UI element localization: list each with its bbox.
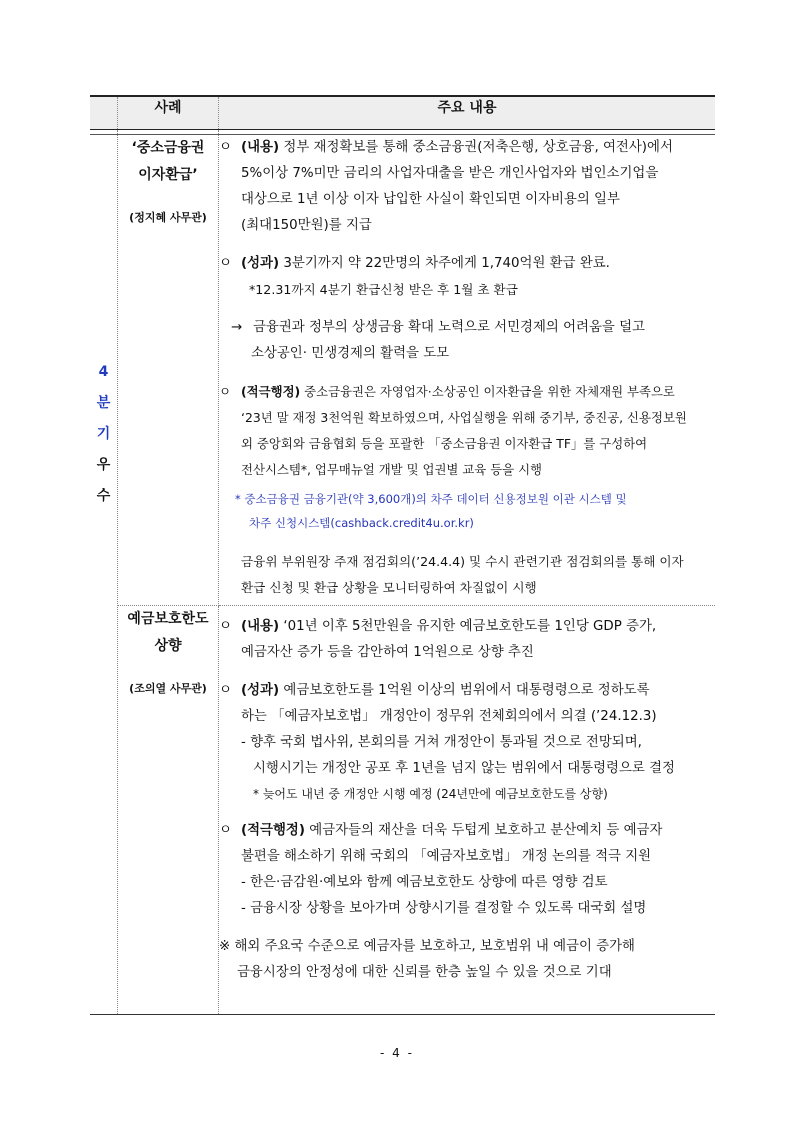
remark-text: ※ 해외 주요국 수준으로 예금자를 보호하고, 보호범위 내 예금이 증가해 금융시장의 안정성에 대한 신뢰를 한층 높일 수 있을 것으로 기대 <box>219 939 635 980</box>
closing-text: 금융위 부위원장 주재 점검회의(’24.4.4) 및 수시 관련기관 점검회의를 통해 이자 환급 신청 및 환급 상황을 모니터링하여 차질없이 시행 <box>241 554 684 595</box>
page-number: - 4 - <box>380 1046 414 1060</box>
case-content-cell <box>219 135 716 606</box>
vertical-char: 수 <box>96 488 111 504</box>
case-person: (조의열 사무관) <box>129 682 207 695</box>
content-item: ㅇ (적극행정) 예금자들의 재산을 더욱 두텁게 보호하고 분산예치 등 예금자 불편을 해소하기 위해 국회의 「예금자보호법」 개정 논의를 적극 지원 - 한은·금감원·예보와 함께 예금보호한도 상향에 따른 영향 검토 - 금융시장 상황을 보아가며 상향시기를 결정할 수 있도록 대국회 설명 <box>219 823 663 916</box>
case-content-cell <box>219 606 716 1015</box>
content-item: ㅇ (성과) 3분기까지 약 22만명의 차주에게 1,740억원 환급 완료. *12.31까지 4분기 환급신청 받은 후 1월 초 환급 <box>219 256 610 297</box>
content-item: ㅇ (적극행정) 중소금융권은 자영업자·소상공인 이자환급을 위한 자체재원 부족으로 ‘23년 말 재정 3천억원 확보하였으며, 사업실행을 위해 중기부, 중진공, 신용정보원 외 중앙회와 금융협회 등을 포괄한 「중소금융권 이자환급 TF」를 구성하여 전산시스템*, 업무매뉴얼 개발 및 업권별 교육 등을 시행 <box>219 384 687 477</box>
case-row-2 <box>90 606 715 1015</box>
header-content: 주요 내용 <box>219 96 716 130</box>
vertical-char: 기 <box>96 426 111 442</box>
document-page <box>90 95 715 1015</box>
footnote-blue: * 중소금융권 금융기관(약 3,600개)의 차주 데이터 신용정보원 이관 시스템 및 차주 신청시스템(cashback.credit4u.or.kr) <box>235 492 627 530</box>
case-title: ‘중소금융권 이자환급’ <box>131 140 205 183</box>
category-label <box>90 135 118 1015</box>
table-header-row <box>90 96 715 130</box>
vertical-char: 분 <box>96 395 111 411</box>
case-person: (정지혜 사무관) <box>129 211 207 224</box>
content-item: ㅇ (성과) 예금보호한도를 1억원 이상의 범위에서 대통령령으로 정하도록 하는 「예금자보호법」 개정안이 정무위 전체회의에서 의결 (’24.12.3) - 향후 국회 법사위, 본회의를 거쳐 개정안이 통과될 것으로 전망되며, 시행시기는 개정안 공포 후 1년을 넘지 않는 범위에서 대통령령으로 결정 * 늦어도 내년 중 개정안 시행 예정 (24년만에 예금보호한도를 상향) <box>219 683 675 801</box>
content-item: → 금융권과 정부의 상생금융 확대 노력으로 서민경제의 어려움을 덜고 소상공인· 민생경제의 활력을 도모 <box>231 320 645 361</box>
case-title: 예금보호한도 상향 <box>127 611 209 654</box>
case-name-cell <box>118 606 219 1015</box>
header-case: 사례 <box>118 96 219 130</box>
vertical-char: 우 <box>96 457 111 473</box>
cases-table <box>90 95 715 1015</box>
case-name-cell <box>118 135 219 606</box>
header-blank-cell <box>90 96 118 130</box>
vertical-char: 4 <box>98 364 109 380</box>
case-row-1 <box>90 135 715 606</box>
content-item: ㅇ (내용) 정부 재정확보를 통해 중소금융권(저축은행, 상호금융, 여전사)에서 5%이상 7%미만 금리의 사업자대출을 받은 개인사업자와 법인소기업을 대상으로 1년 이상 이자 납입한 사실이 확인되면 이자비용의 일부 (최대150만원)를 지급 <box>219 140 673 233</box>
content-item: ㅇ (내용) ‘01년 이후 5천만원을 유지한 예금보호한도를 1인당 GDP 증가, 예금자산 증가 등을 감안하여 1억원으로 상향 추진 <box>219 619 657 660</box>
